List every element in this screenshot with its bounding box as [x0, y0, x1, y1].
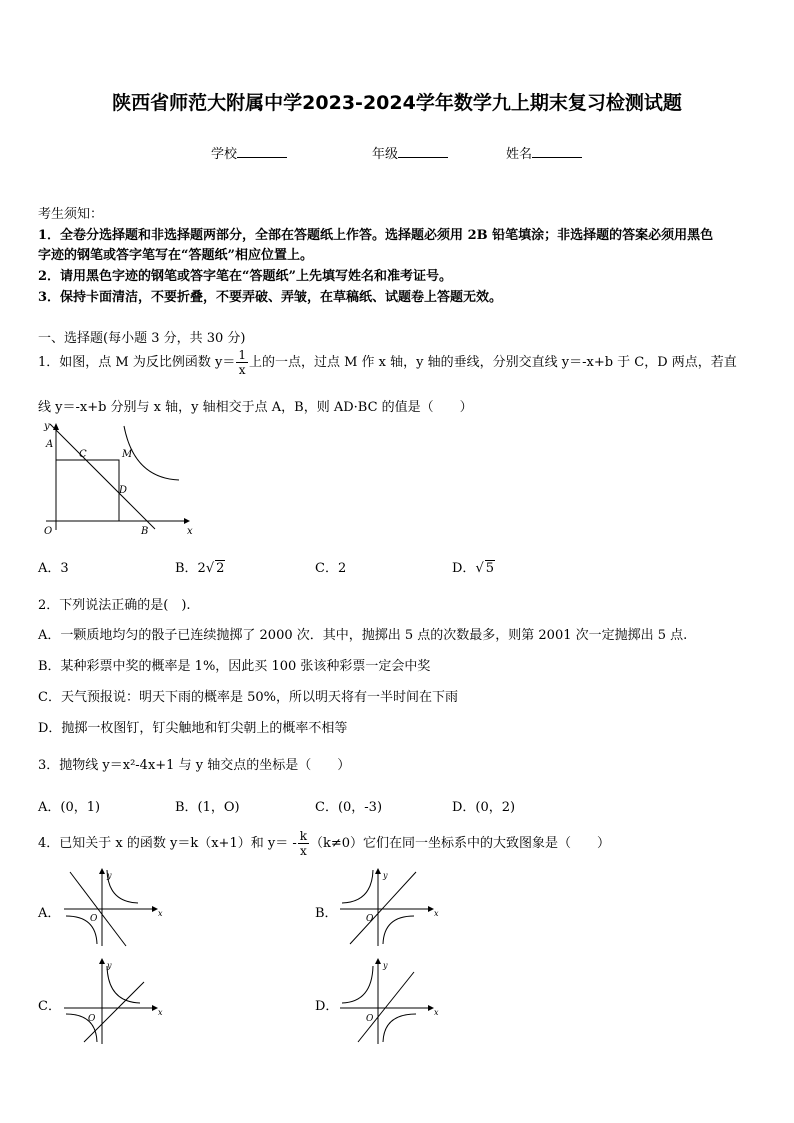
- q4b-branch-1: [342, 870, 373, 903]
- q4b-y-arrow: [375, 868, 381, 874]
- q4a-label-o: O: [90, 914, 98, 924]
- q1-stem-pre: 1．如图，点 M 为反比例函数 y＝: [38, 355, 236, 370]
- q3-option-d[interactable]: D．(0，2): [452, 800, 516, 815]
- q1-option-d-label: D．: [452, 561, 476, 576]
- q1-label-m: M: [122, 449, 133, 460]
- q4-option-a-graph[interactable]: [60, 866, 166, 948]
- q2-option-a[interactable]: A．一颗质地均匀的骰子已连续抛掷了 2000 次．其中，抛掷出 5 点的次数最多，则第 2001 次一定抛掷出 5 点.: [38, 628, 688, 643]
- school-field: [211, 143, 287, 162]
- q4a-branch-1: [107, 870, 138, 903]
- notice-item-1a: 1．全卷分选择题和非选择题两部分，全部在答题纸上作答。选择题必须用 2B 铅笔填涂；非选择题的答案必须用黑色: [38, 228, 714, 243]
- q1-y-arrow: [53, 423, 59, 430]
- q4d-label-y: y: [383, 961, 388, 970]
- q4b-line: [350, 872, 416, 944]
- q3-option-a[interactable]: A．(0，1): [38, 800, 101, 815]
- q4c-branch-1: [107, 966, 140, 1003]
- q4-option-d-graph[interactable]: [336, 956, 442, 1046]
- section-heading: 一、选择题(每小题 3 分，共 30 分): [38, 331, 246, 346]
- q2-option-d[interactable]: D．抛掷一枚图钉，钉尖触地和钉尖朝上的概率不相等: [38, 721, 348, 736]
- q4-stem-post: （k≠0）它们在同一坐标系中的大致图象是（ ）: [310, 836, 611, 851]
- q4c-label-x: x: [158, 1008, 163, 1017]
- name-label: 姓名: [506, 147, 533, 162]
- q4-option-b-label[interactable]: B．: [315, 906, 338, 921]
- q4-stem-pre: 4．已知关于 x 的函数 y＝k（x+1）和 y＝ -: [38, 836, 297, 851]
- name-blank[interactable]: [532, 145, 582, 158]
- q4-option-b-graph[interactable]: [336, 866, 442, 948]
- q4b-label-x: x: [434, 909, 439, 918]
- q1-label-a: A: [46, 439, 54, 450]
- q4d-label-o: O: [366, 1014, 374, 1024]
- q4a-label-y: y: [107, 871, 112, 880]
- q4b-label-o: O: [366, 914, 374, 924]
- q1-option-d[interactable]: [452, 557, 495, 576]
- q1-label-x: x: [187, 526, 193, 537]
- q4-option-c-graph[interactable]: [60, 956, 166, 1046]
- notice-item-1b: 字迹的钢笔或答字笔写在“答题纸”相应位置上。: [38, 248, 313, 263]
- q1-line-ab: [50, 424, 155, 529]
- q4d-y-arrow: [375, 958, 381, 964]
- q1-figure: [36, 418, 196, 540]
- q1-fraction: [236, 348, 248, 377]
- notice-item-3: 3．保持卡面清洁，不要折叠，不要弄破、弄皱，在草稿纸、试题卷上答题无效。: [38, 290, 503, 305]
- grade-blank[interactable]: [398, 145, 448, 158]
- notice-item-2: 2．请用黑色字迹的钢笔或答字笔在“答题纸”上先填写姓名和准考证号。: [38, 269, 453, 284]
- q1-hyperbola: [124, 426, 179, 480]
- q1-label-c: C: [79, 449, 87, 460]
- q2-stem: 2．下列说法正确的是( ).: [38, 598, 191, 613]
- q1-stem-line2: 线 y＝-x+b 分别与 x 轴，y 轴相交于点 A，B，则 AD·BC 的值是（ ）: [38, 400, 473, 415]
- q1-option-c[interactable]: C．2: [315, 561, 347, 576]
- q1-rectangle: [56, 460, 119, 521]
- q1-option-d-radicand: 5: [485, 561, 495, 576]
- q1-frac-num: 1: [238, 348, 246, 362]
- q1-stem: [38, 348, 737, 377]
- q1-label-d: D: [119, 485, 128, 496]
- q4d-label-x: x: [434, 1008, 439, 1017]
- notice-heading: 考生须知：: [38, 207, 104, 222]
- q4d-branch-2: [383, 1014, 416, 1042]
- school-blank[interactable]: [237, 145, 287, 158]
- q3-option-b[interactable]: B．(1，O): [175, 800, 240, 815]
- q1-option-a[interactable]: A．3: [38, 561, 69, 576]
- grade-field: [372, 143, 448, 162]
- q4-option-a-label[interactable]: A．: [38, 906, 61, 921]
- q4b-label-y: y: [383, 871, 388, 880]
- q3-option-c[interactable]: C．(0，-3): [315, 800, 383, 815]
- grade-label: 年级: [372, 147, 399, 162]
- q1-label-y: y: [44, 421, 50, 432]
- q2-option-b[interactable]: B．某种彩票中奖的概率是 1%，因此买 100 张该种彩票一定会中奖: [38, 659, 431, 674]
- school-label: 学校: [211, 147, 238, 162]
- page-title: 陕西省师范大附属中学2023-2024学年数学九上期末复习检测试题: [112, 92, 682, 114]
- q1-label-b: B: [141, 526, 149, 537]
- q2-option-c[interactable]: C．天气预报说：明天下雨的概率是 50%，所以明天将有一半时间在下雨: [38, 690, 458, 705]
- q4b-branch-2: [383, 916, 414, 944]
- q1-label-o: O: [44, 526, 53, 537]
- q1-option-b-radicand: 2: [216, 561, 225, 576]
- sqrt-icon: √: [475, 561, 484, 576]
- q1-x-arrow: [184, 518, 190, 524]
- q1-option-b-label: B．2: [175, 561, 206, 576]
- q1-frac-den: x: [238, 363, 246, 377]
- q4c-label-y: y: [107, 961, 112, 970]
- q4c-y-arrow: [99, 958, 105, 964]
- q4-frac-den: x: [299, 844, 307, 858]
- q1-stem-post: 上的一点，过点 M 作 x 轴，y 轴的垂线，分别交直线 y＝-x+b 于 C，D 两点，若直: [248, 355, 737, 370]
- q4-stem: [38, 829, 610, 858]
- q4-option-d-label[interactable]: D．: [315, 999, 339, 1014]
- q4-option-c-label[interactable]: C．: [38, 999, 61, 1014]
- q4a-y-arrow: [99, 868, 105, 874]
- q4a-label-x: x: [158, 909, 163, 918]
- q4d-line: [358, 972, 414, 1042]
- q4-frac-num: k: [299, 829, 307, 843]
- q4-fraction: [298, 829, 309, 858]
- q1-option-b[interactable]: [175, 557, 225, 576]
- q4c-label-o: O: [88, 1014, 96, 1024]
- q3-stem: 3．抛物线 y＝x²-4x+1 与 y 轴交点的坐标是（ ）: [38, 758, 351, 773]
- q4d-branch-1: [342, 966, 373, 1003]
- sqrt-icon: √: [205, 561, 215, 576]
- name-field: [506, 143, 582, 162]
